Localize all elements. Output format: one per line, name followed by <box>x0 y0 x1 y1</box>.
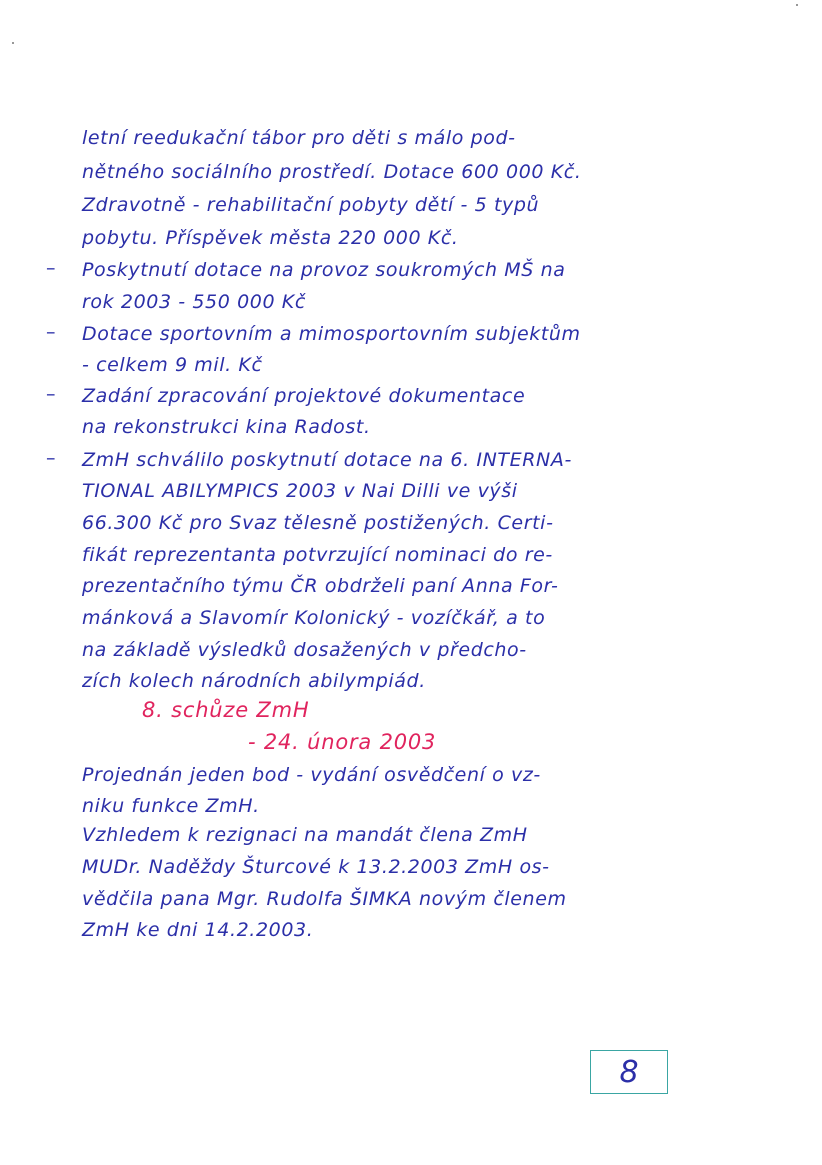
body-line: ZmH ke dni 14.2.2003. <box>82 919 314 941</box>
body-line: pobytu. Příspěvek města 220 000 Kč. <box>82 227 459 249</box>
section-date: - 24. února 2003 <box>248 730 437 754</box>
body-line: nětného sociálního prostředí. Dotace 600 000 Kč. <box>82 161 582 183</box>
page-number-box <box>590 1050 668 1094</box>
bullet-dash: – <box>46 321 56 343</box>
page-number: 8 <box>619 1054 639 1090</box>
bullet-line: prezentačního týmu ČR obdrželi paní Anna For- <box>82 575 559 597</box>
bullet-line: 66.300 Kč pro Svaz tělesně postižených. Certi- <box>82 512 554 534</box>
bullet-line: mánková a Slavomír Kolonický - vozíčkář, a to <box>82 607 546 629</box>
bullet-line: Zadání zpracování projektové dokumentace <box>82 385 526 407</box>
scan-speck <box>12 42 14 44</box>
body-line: niku funkce ZmH. <box>82 795 260 817</box>
body-line: MUDr. Naděždy Šturcové k 13.2.2003 ZmH os- <box>82 856 550 878</box>
bullet-line: na rekonstrukci kina Radost. <box>82 416 371 438</box>
bullet-line: fikát reprezentanta potvrzující nominaci do re- <box>82 544 553 566</box>
section-heading: 8. schůze ZmH <box>142 698 310 722</box>
bullet-dash: – <box>46 447 56 469</box>
bullet-dash: – <box>46 257 56 279</box>
scan-speck <box>796 4 798 6</box>
body-line: Zdravotně - rehabilitační pobyty dětí - 5 typů <box>82 194 540 216</box>
bullet-line: TIONAL ABILYMPICS 2003 v Nai Dilli ve výši <box>82 480 518 502</box>
bullet-line: - celkem 9 mil. Kč <box>82 354 263 376</box>
body-line: vědčila pana Mgr. Rudolfa ŠIMKA novým členem <box>82 888 567 910</box>
body-line: Vzhledem k rezignaci na mandát člena ZmH <box>82 824 528 846</box>
bullet-line: ZmH schválilo poskytnutí dotace na 6. INTERNA- <box>82 449 572 471</box>
bullet-dash: – <box>46 383 56 405</box>
bullet-line: rok 2003 - 550 000 Kč <box>82 291 306 313</box>
bullet-line: zích kolech národních abilympiád. <box>82 670 426 692</box>
body-line: letní reedukační tábor pro děti s málo pod- <box>82 127 516 149</box>
bullet-line: na základě výsledků dosažených v předcho- <box>82 639 527 661</box>
body-line: Projednán jeden bod - vydání osvědčení o vz- <box>82 764 541 786</box>
bullet-line: Dotace sportovním a mimosportovním subjektům <box>82 323 581 345</box>
bullet-line: Poskytnutí dotace na provoz soukromých MŠ na <box>82 259 566 281</box>
